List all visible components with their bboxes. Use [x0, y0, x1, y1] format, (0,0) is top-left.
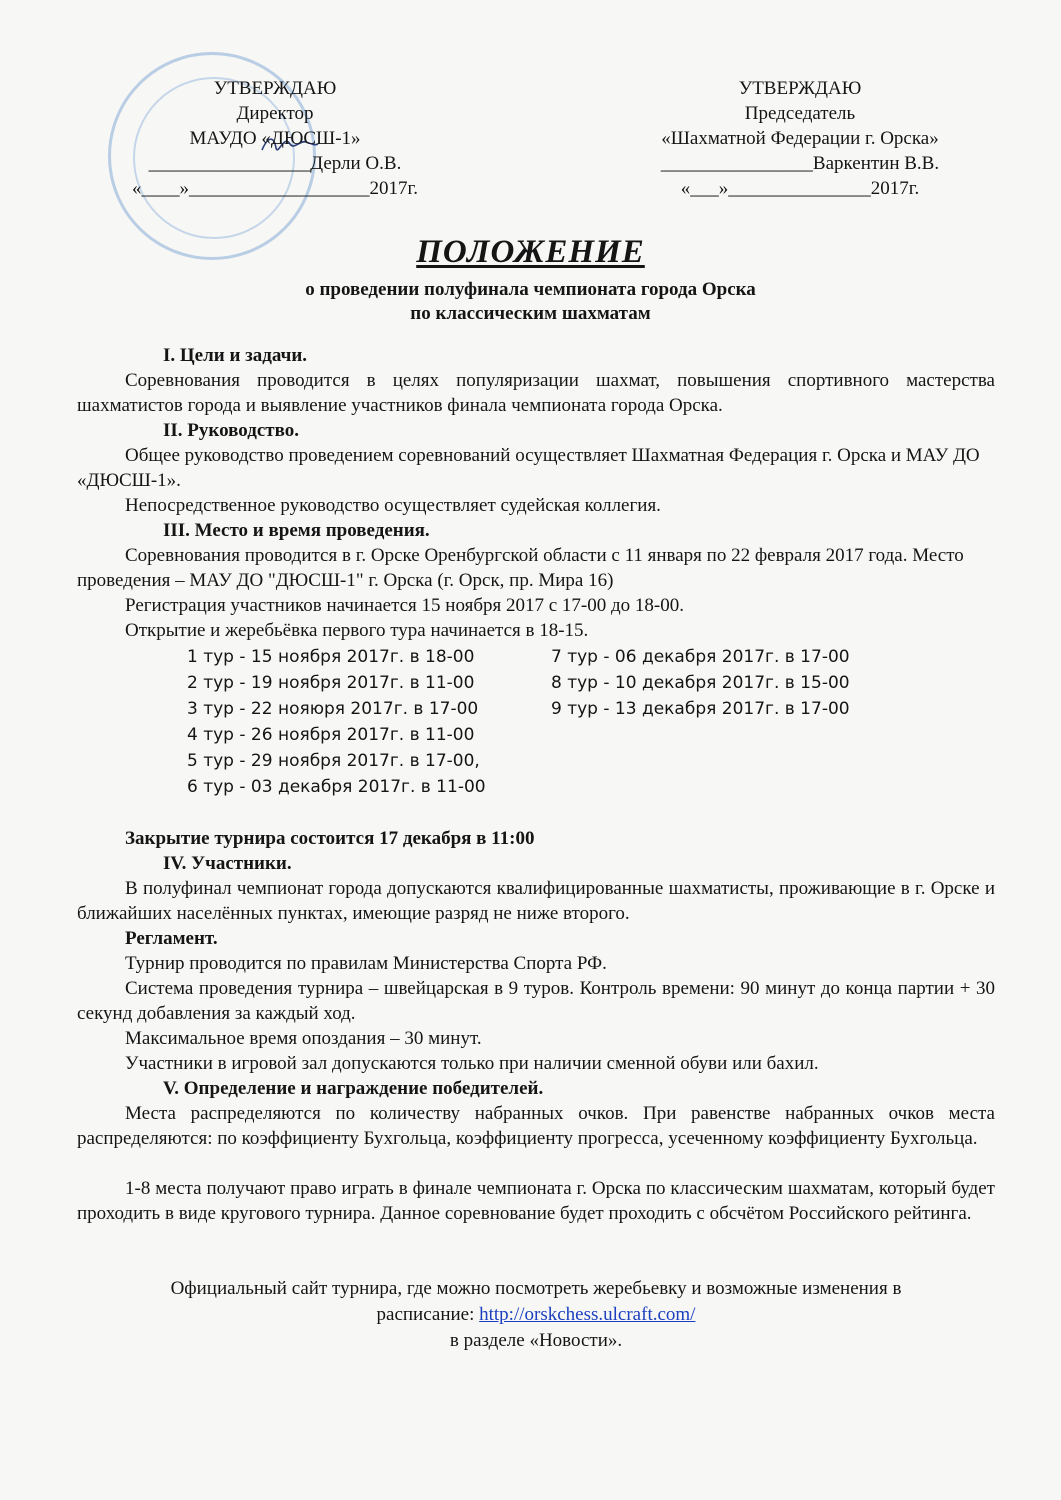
section-4-paragraph: В полуфинал чемпионат города допускаются квалифицированные шахматисты, проживающие в г. Орске и ближайших населённых пунктах, имеющие разряд не ниже второго.	[77, 878, 995, 924]
approval-right-line4: ________________Варкентин В.В.	[660, 153, 940, 174]
approval-right-line5: «___»_______________2017г.	[680, 178, 920, 199]
approval-block-left	[110, 76, 440, 201]
section-1-paragraph: Соревнования проводится в целях популяризации шахмат, повышения спортивного мастерства шахматистов города и выявление участников финала чемпионата города Орска.	[77, 370, 995, 416]
schedule-item: 7 тур - 06 декабря 2017г. в 17-00	[551, 647, 850, 667]
schedule-item: 3 тур - 22 нояюря 2017г. в 17-00	[187, 699, 479, 719]
schedule-item: 1 тур - 15 ноября 2017г. в 18-00	[187, 647, 475, 667]
regulations-paragraph-3: Максимальное время опоздания – 30 минут.	[125, 1028, 482, 1049]
regulations-heading: Регламент.	[125, 928, 218, 949]
regulations-paragraph-1: Турнир проводится по правилам Министерства Спорта РФ.	[125, 953, 607, 974]
section-4-heading: IV. Участники.	[163, 853, 292, 874]
section-3-paragraph-1: Соревнования проводится в г. Орске Оренбургской области с 11 января по 22 февраля 2017 года. Место проведения – МАУ ДО "ДЮСШ-1" г. Орска (г. Орск, пр. Мира 16)	[77, 545, 964, 591]
document-subtitle	[0, 278, 1061, 326]
approval-left-line3: МАУДО «ДЮСШ-1»	[189, 128, 361, 149]
regulations-paragraph-4: Участники в игровой зал допускаются только при наличии сменной обуви или бахил.	[125, 1053, 819, 1074]
schedule-item: 4 тур - 26 ноября 2017г. в 11-00	[187, 725, 475, 745]
official-site-link[interactable]: http://orskchess.ulcraft.com/	[479, 1304, 696, 1325]
footer	[77, 1276, 995, 1354]
section-5-heading: V. Определение и награждение победителей.	[163, 1078, 544, 1099]
section-3-heading: III. Место и время проведения.	[163, 520, 430, 541]
regulations-paragraph-2: Система проведения турнира – швейцарская в 9 туров. Контроль времени: 90 минут до конца партии + 30 секунд добавления за каждый ход.	[77, 978, 995, 1024]
approval-left-line2: Директор	[236, 103, 314, 124]
section-2-paragraph-1: Общее руководство проведением соревнований осуществляет Шахматная Федерация г. Орска и МАУ ДО «ДЮСШ-1».	[77, 445, 980, 491]
section-3-paragraph-2: Регистрация участников начинается 15 ноября 2017 с 17-00 до 18-00.	[125, 595, 684, 616]
footer-line1: Официальный сайт турнира, где можно посмотреть жеребьевку и возможные изменения в	[170, 1278, 902, 1299]
subtitle-line1: о проведении полуфинала чемпионата города Орска	[305, 279, 756, 300]
subtitle-line2: по классическим шахматам	[410, 303, 651, 324]
section-5-paragraph-2: 1-8 места получают право играть в финале чемпионата г. Орска по классическим шахматам, который будет проходить в виде кругового турнира. Данное соревнование будет проходить с обсчётом Российского рейтинга.	[77, 1178, 995, 1224]
schedule-item: 8 тур - 10 декабря 2017г. в 15-00	[551, 673, 850, 693]
section-2-heading: II. Руководство.	[163, 420, 299, 441]
schedule-column-left	[187, 644, 486, 800]
approval-right-line1: УТВЕРЖДАЮ	[738, 78, 862, 99]
footer-line3: в разделе «Новости».	[449, 1330, 623, 1351]
section-3-paragraph-3: Открытие и жеребьёвка первого тура начинается в 18-15.	[125, 620, 589, 641]
approval-right-line3: «Шахматной Федерации г. Орска»	[661, 128, 939, 149]
approval-left-line5: «____»___________________2017г.	[132, 178, 418, 199]
section-5-paragraph-1: Места распределяются по количеству набранных очков. При равенстве набранных очков места распределяются: по коэффициенту Бухгольца, коэффициенту прогресса, усеченному коэффициенту Бухгольца.	[77, 1103, 995, 1149]
schedule-item: 6 тур - 03 декабря 2017г. в 11-00	[187, 777, 486, 797]
footer-line2	[77, 1302, 995, 1328]
schedule-item: 5 тур - 29 ноября 2017г. в 17-00,	[187, 751, 480, 771]
section-2-paragraph-2: Непосредственное руководство осуществляет судейская коллегия.	[125, 495, 661, 516]
approval-left-line1: УТВЕРЖДАЮ	[213, 78, 337, 99]
schedule-item: 9 тур - 13 декабря 2017г. в 17-00	[551, 699, 850, 719]
schedule-column-right	[551, 644, 850, 722]
schedule-item: 2 тур - 19 ноября 2017г. в 11-00	[187, 673, 475, 693]
closing-statement: Закрытие турнира состоится 17 декабря в 11:00	[125, 828, 535, 849]
footer-line2-prefix: расписание:	[376, 1304, 480, 1325]
section-1-heading: I. Цели и задачи.	[163, 345, 308, 366]
approval-left-line4: _________________Дерли О.В.	[148, 153, 402, 174]
approval-right-line2: Председатель	[744, 103, 856, 124]
document-title: ПОЛОЖЕНИЕ	[416, 234, 645, 270]
approval-block-right	[620, 76, 980, 201]
